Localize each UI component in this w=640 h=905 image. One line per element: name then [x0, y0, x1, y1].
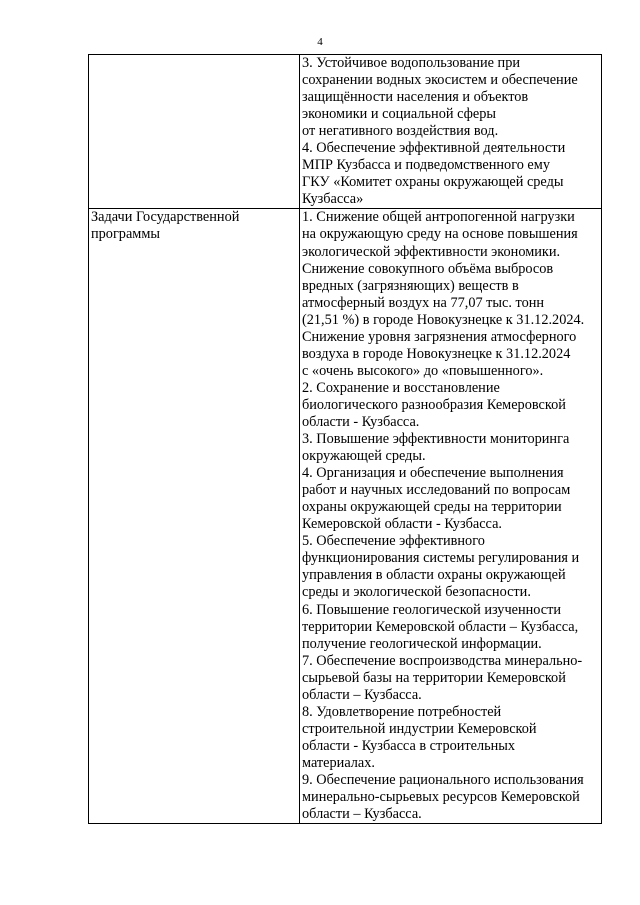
- content-text-line: (21,51 %) в городе Новокузнецке к 31.12.2024.: [302, 311, 585, 328]
- content-text-line: биологического разнообразия Кемеровской: [302, 396, 566, 413]
- row-label-cell: [89, 209, 300, 824]
- content-text-line: Снижение уровня загрязнения атмосферного: [302, 328, 577, 345]
- content-text-line: получение геологической информации.: [302, 635, 542, 652]
- row-label-text-line: Задачи Государственной: [91, 209, 240, 226]
- program-passport-table: [88, 54, 602, 824]
- content-text-line: экологической эффективности экономики.: [302, 243, 561, 260]
- content-text-line: Кузбасса»: [302, 191, 364, 208]
- content-text-line: сырьевой базы на территории Кемеровской: [302, 669, 566, 686]
- content-text-line: области – Кузбасса.: [302, 806, 422, 823]
- row-label-cell: [89, 55, 300, 209]
- content-text-line: 3. Повышение эффективности мониторинга: [302, 431, 570, 448]
- content-text-line: ГКУ «Комитет охраны окружающей среды: [302, 174, 564, 191]
- content-text-line: 4. Обеспечение эффективной деятельности: [302, 140, 566, 157]
- content-text-line: с «очень высокого» до «повышенного».: [302, 362, 544, 379]
- row-label-text-line: программы: [91, 226, 161, 243]
- content-text-line: материалах.: [302, 754, 375, 771]
- page-number: 4: [317, 36, 323, 48]
- row-content-cell: [300, 55, 602, 209]
- content-text-line: работ и научных исследований по вопросам: [302, 482, 571, 499]
- content-text-line: 4. Организация и обеспечение выполнения: [302, 465, 564, 482]
- content-text-line: от негативного воздействия вод.: [302, 123, 499, 140]
- content-text-line: управления в области охраны окружающей: [302, 567, 566, 584]
- content-text-line: 5. Обеспечение эффективного: [302, 533, 485, 550]
- content-text-line: строительной индустрии Кемеровской: [302, 720, 537, 737]
- content-text-line: 7. Обеспечение воспроизводства минерально-: [302, 652, 583, 669]
- content-text-line: территории Кемеровской области – Кузбасса,: [302, 618, 579, 635]
- content-text-line: Снижение совокупного объёма выбросов: [302, 260, 554, 277]
- table-row-tasks: [89, 209, 602, 824]
- content-text-line: атмосферный воздух на 77,07 тыс. тонн: [302, 294, 545, 311]
- content-text-line: 9. Обеспечение рационального использования: [302, 771, 584, 788]
- content-text-line: 8. Удовлетворение потребностей: [302, 703, 502, 720]
- content-text-line: на окружающую среду на основе повышения: [302, 226, 578, 243]
- content-text-line: защищённости населения и объектов: [302, 89, 529, 106]
- content-text-line: области - Кузбасса в строительных: [302, 737, 516, 754]
- content-text-line: 2. Сохранение и восстановление: [302, 379, 500, 396]
- content-text-line: сохранении водных экосистем и обеспечение: [302, 72, 578, 89]
- content-text-line: минерально-сырьевых ресурсов Кемеровской: [302, 789, 580, 806]
- content-text-line: 3. Устойчивое водопользование при: [302, 55, 521, 71]
- content-text-line: вредных (загрязняющих) веществ в: [302, 277, 519, 294]
- table-row-goals-continued: [89, 55, 602, 209]
- content-text-line: 1. Снижение общей антропогенной нагрузки: [302, 209, 575, 226]
- content-text-line: функционирования системы регулирования и: [302, 550, 580, 567]
- content-text-line: воздуха в городе Новокузнецке к 31.12.2024: [302, 345, 571, 362]
- content-text-line: 6. Повышение геологической изученности: [302, 601, 562, 618]
- content-text-line: МПР Кузбасса и подведомственного ему: [302, 157, 550, 174]
- content-text-line: экономики и социальной сферы: [302, 106, 496, 123]
- row-content-cell: [300, 209, 602, 824]
- content-text-line: области - Кузбасса.: [302, 413, 420, 430]
- content-text-line: Кемеровской области - Кузбасса.: [302, 516, 502, 533]
- content-text-line: окружающей среды.: [302, 448, 426, 465]
- content-text-line: среды и экологической безопасности.: [302, 584, 531, 601]
- content-text-line: области – Кузбасса.: [302, 686, 422, 703]
- content-text-line: охраны окружающей среды на территории: [302, 499, 562, 516]
